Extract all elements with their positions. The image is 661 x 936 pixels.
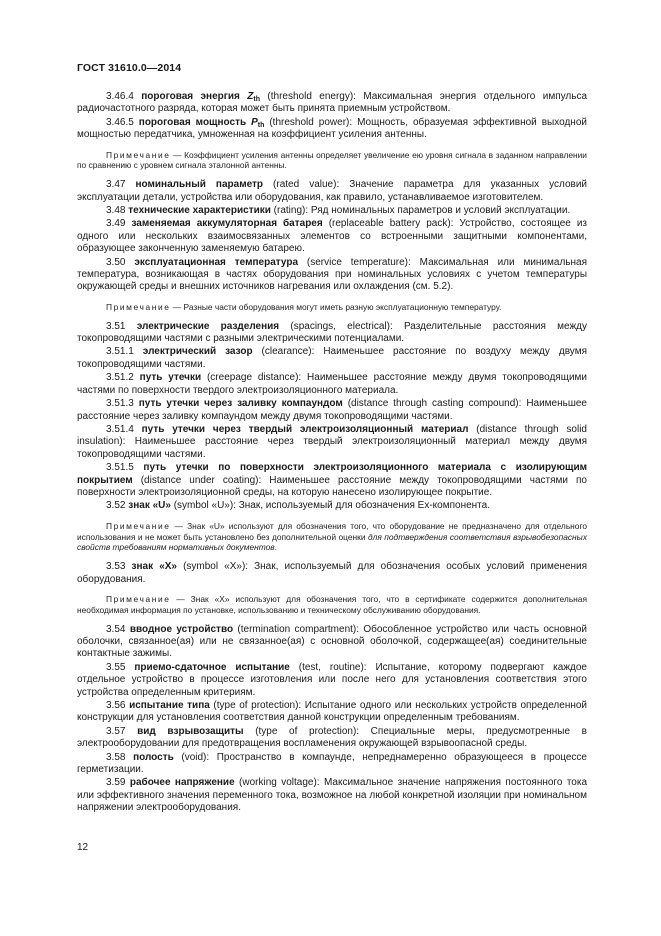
definition-3-57	[77, 726, 587, 751]
definition-text: (replaceable battery pack): Устройство, состоящее из одного или нескольких взаимосвязанных элементов со встроенными защитными компонентами, образующее законченную заменяемую батарею.	[77, 218, 587, 255]
term: эксплуатационная температура	[134, 256, 299, 268]
definition-text: (test, routine): Испытание, которому подвергают каждое отдельное устройство в процессе изготовления или после него для установления соответствия этого устройства определенным критериям.	[77, 661, 587, 698]
definition-3-49	[77, 218, 587, 255]
definition-3-54	[77, 624, 587, 661]
definition-3-59	[77, 777, 587, 814]
definition-3-51-1	[77, 346, 587, 371]
symbol: Z	[247, 91, 254, 102]
standard-header: ГОСТ 31610.0—2014	[77, 62, 182, 74]
definition-text: (void): Пространство в компаунде, непреднамеренно образующееся в процессе герметизации.	[77, 751, 587, 776]
clause-number: 3.51.5	[106, 462, 144, 474]
term: вводное устройство	[129, 623, 234, 635]
definition-text: (service temperature): Максимальная или минимальная температура, возникающая в частях оборудования при номинальных условиях с учетом температуры окружающей среды и внешних источников нагревания или охлаждения (см. 5.2).	[77, 256, 587, 293]
clause-number: 3.51.2	[106, 372, 140, 384]
term: заменяемая аккумуляторная батарея	[131, 218, 323, 230]
term: номинальный параметр	[135, 179, 264, 191]
term: вид взрывозащиты	[137, 725, 244, 737]
term: приемо-сдаточное испытание	[134, 661, 290, 673]
definition-text: (termination compartment): Обособленное устройство или часть основной оболочки, связанное(ая) или не связанное(ая) с основной оболочкой, содержащее(ая) соединительные контактные зажимы.	[77, 623, 587, 660]
term: пороговая энергия	[141, 91, 248, 102]
definition-text: (threshold power): Мощность, образуемая эффективной выходной мощностью передатчика, умноженная на коэффициент усиления антенны.	[77, 116, 587, 141]
term: электрический зазор	[142, 346, 253, 358]
document-body	[77, 91, 587, 816]
definition-text: (threshold energy): Максимальная энергия отдельного импульса радиочастотного разряда, которая может быть принята приемным устройством.	[77, 91, 588, 115]
definition-text: (type of protection): Испытание одного или нескольких устройств определенной конструкции для установления соответствия данной конструкции определенным требованиям.	[77, 700, 588, 724]
note-label: Примечание	[106, 593, 171, 604]
definition-3-48	[77, 205, 587, 217]
clause-number: 3.46.5	[106, 116, 139, 128]
definition-text: (rated value): Значение параметра для указанных условий эксплуатации детали, устройства или оборудования, как правило, устанавливаемое изготовителем.	[77, 179, 587, 203]
clause-number: 3.49	[106, 218, 132, 230]
clause-number: 3.51.4	[106, 423, 142, 435]
note-symbol-x	[77, 594, 587, 616]
clause-number: 3.51.3	[106, 398, 139, 410]
clause-number: 3.54	[106, 623, 130, 635]
definition-3-47	[77, 179, 587, 204]
term: знак «U»	[128, 500, 171, 512]
symbol-subscript: th	[253, 96, 261, 103]
term: испытание типа	[129, 700, 210, 711]
term: путь утечки через твердый электроизоляционный материал	[141, 423, 469, 435]
term: рабочее напряжение	[129, 777, 235, 789]
definition-text: (distance through solid insulation): Наименьшее расстояние через твердый электроизоляционный материал между двумя токопроводящими частями.	[77, 423, 587, 460]
clause-number: 3.47	[106, 179, 136, 191]
definition-text: (spacings, electrical): Разделительные расстояния между токопроводящими частями с разными электрическими потенциалами.	[77, 320, 588, 345]
note-text: — Коэффициент усиления антенны определяет увеличение ею уровня сигнала в заданном направлении по сравнению с уровнем сигнала эталонной антенны.	[77, 149, 587, 171]
clause-number: 3.51.1	[106, 346, 143, 358]
definition-text: (clearance): Наименьшее расстояние по воздуху между двумя токопроводящими частями.	[77, 346, 587, 370]
clause-number: 3.55	[106, 661, 135, 673]
term: электрические разделения	[136, 320, 280, 332]
definition-text: (symbol «X»): Знак, используемый для обозначения особых условий применения оборудования.	[77, 561, 587, 585]
definition-3-51-4	[77, 424, 587, 461]
clause-number: 3.58	[106, 751, 134, 763]
definition-text: (working voltage): Максимальное значение напряжения постоянного тока или эффективного значения переменного тока, возможное на любой конкретной изоляции при номинальном напряжении электрооборудования.	[77, 777, 588, 814]
term: технические характеристики	[128, 205, 271, 217]
page-number: 12	[77, 842, 89, 853]
term: путь утечки	[139, 372, 202, 384]
definition-3-51-2	[77, 372, 587, 397]
note-text: — Разные части оборудования могут иметь разную эксплуатационную температуру.	[170, 301, 502, 312]
clause-number: 3.48	[106, 205, 129, 217]
definition-text: (type of protection): Специальные меры, предусмотренные в электрооборудовании для предотвращения воспламенения окружающей взрывоопасной среды.	[77, 725, 587, 750]
clause-number: 3.57	[106, 725, 138, 737]
definition-3-46-5	[77, 117, 587, 142]
clause-number: 3.46.4	[106, 91, 142, 102]
term: знак «X»	[131, 561, 177, 573]
clause-number: 3.56	[106, 700, 130, 711]
note-text: — Знак «U» используют для обозначения того, что оборудование не предназначено для отдельного использования и не может быть установлено без дополнительной оценки	[77, 520, 587, 542]
note-end: .	[274, 542, 277, 553]
symbol: P	[251, 116, 258, 128]
definition-3-56	[77, 700, 587, 725]
definition-3-52	[77, 500, 587, 512]
term: пороговая мощность	[138, 116, 252, 128]
clause-number: 3.50	[106, 256, 135, 268]
note-label: Примечание	[106, 520, 171, 531]
definition-text: (distance through casting compound): Наименьшее расстояние через заливку компаундом между двумя токопроводящими частями.	[77, 398, 587, 422]
definition-3-58	[77, 752, 587, 777]
clause-number: 3.52	[106, 500, 129, 512]
clause-number: 3.59	[106, 777, 130, 789]
note-label: Примечание	[106, 149, 171, 160]
note-italic-text: для подтверждения соответствия взрывобезопасных свойств требованиям нормативных документов	[77, 531, 588, 553]
definition-text: (rating): Ряд номинальных параметров и условий эксплуатации.	[270, 205, 571, 217]
symbol-subscript: th	[257, 121, 265, 129]
definition-text: (creepage distance): Наименьшее расстояние между двумя токопроводящими частями по поверхности твердого электроизоляционного материала.	[77, 372, 587, 396]
term: путь утечки через заливку компаундом	[138, 398, 343, 410]
definition-3-50	[77, 257, 587, 294]
definition-3-51	[77, 321, 587, 346]
term: путь утечки по поверхности электроизоляционного материала с изолирующим покрытием	[77, 462, 588, 486]
definition-3-51-5	[77, 462, 587, 499]
definition-3-46-4	[77, 91, 587, 116]
note-label: Примечание	[106, 301, 171, 312]
clause-number: 3.53	[106, 561, 132, 573]
clause-number: 3.51	[106, 320, 137, 332]
definition-text: (symbol «U»): Знак, используемый для обозначения Ex-компонента.	[170, 500, 490, 512]
definition-3-53	[77, 561, 587, 586]
definition-3-55	[77, 662, 587, 699]
note-antenna-gain	[77, 150, 587, 172]
note-text: — Знак «X» используют для обозначения того, что в сертификате содержится дополнительная необходимая информация по установке, использованию и техническому обслуживанию оборудования.	[77, 593, 587, 615]
note-symbol-u	[77, 521, 587, 553]
note-service-temperature	[77, 302, 587, 313]
definition-text: (distance under coating): Наименьшее расстояние между токопроводящими частями по поверхности электроизоляционной среды, на которую нанесено изолирующее покрытие.	[77, 474, 587, 498]
term: полость	[133, 751, 174, 763]
definition-3-51-3	[77, 398, 587, 423]
